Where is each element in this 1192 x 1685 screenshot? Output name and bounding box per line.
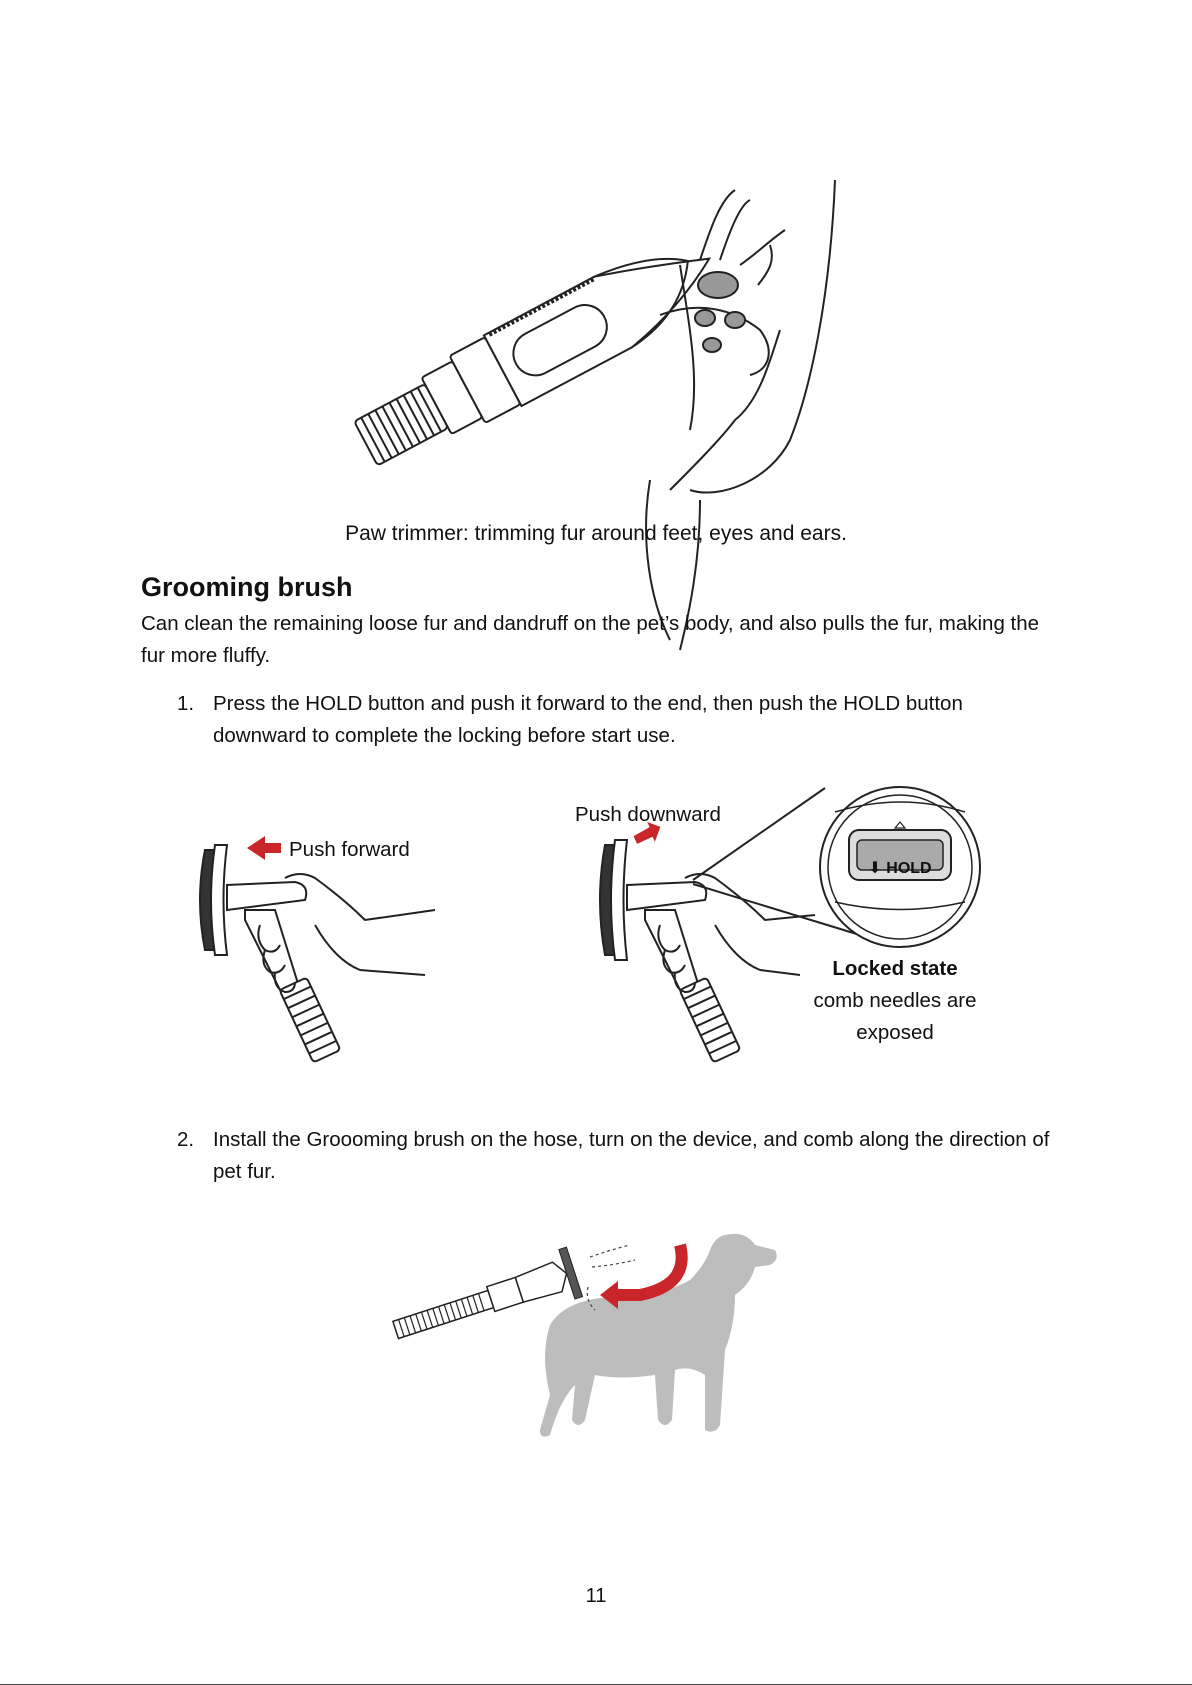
step-text: Press the HOLD button and push it forward to the end, then push the HOLD button downward to complete the locking before start use. <box>213 692 963 747</box>
step-1 <box>177 688 1077 752</box>
step-2 <box>177 1124 1077 1188</box>
push-downward-label: Push downward <box>575 803 721 826</box>
section-intro: Can clean the remaining loose fur and dandruff on the pet’s body, and also pulls the fur, making the fur more fluffy. <box>141 612 1040 667</box>
section-heading: Grooming brush <box>141 572 353 602</box>
locked-state-desc-1: comb needles are <box>813 989 977 1012</box>
hold-button <box>857 858 943 878</box>
step-number: 1. <box>177 692 195 715</box>
arrow-down-icon: ⬇ <box>868 860 882 877</box>
step-number: 2. <box>177 1128 195 1151</box>
figure-caption: Paw trimmer: trimming fur around feet, eyes and ears. <box>345 522 847 545</box>
hold-button-label: HOLD <box>886 860 932 877</box>
dog-grooming-illustration <box>390 1225 790 1445</box>
push-forward-label: Push forward <box>289 838 410 861</box>
locked-state-title: Locked state <box>832 957 958 980</box>
locked-state-note <box>800 953 990 1049</box>
page-number: 11 <box>585 1585 607 1607</box>
step-text: Install the Groooming brush on the hose, turn on the device, and comb along the direction of pet fur. <box>213 1128 1050 1183</box>
locked-state-desc-2: exposed <box>856 1021 934 1044</box>
